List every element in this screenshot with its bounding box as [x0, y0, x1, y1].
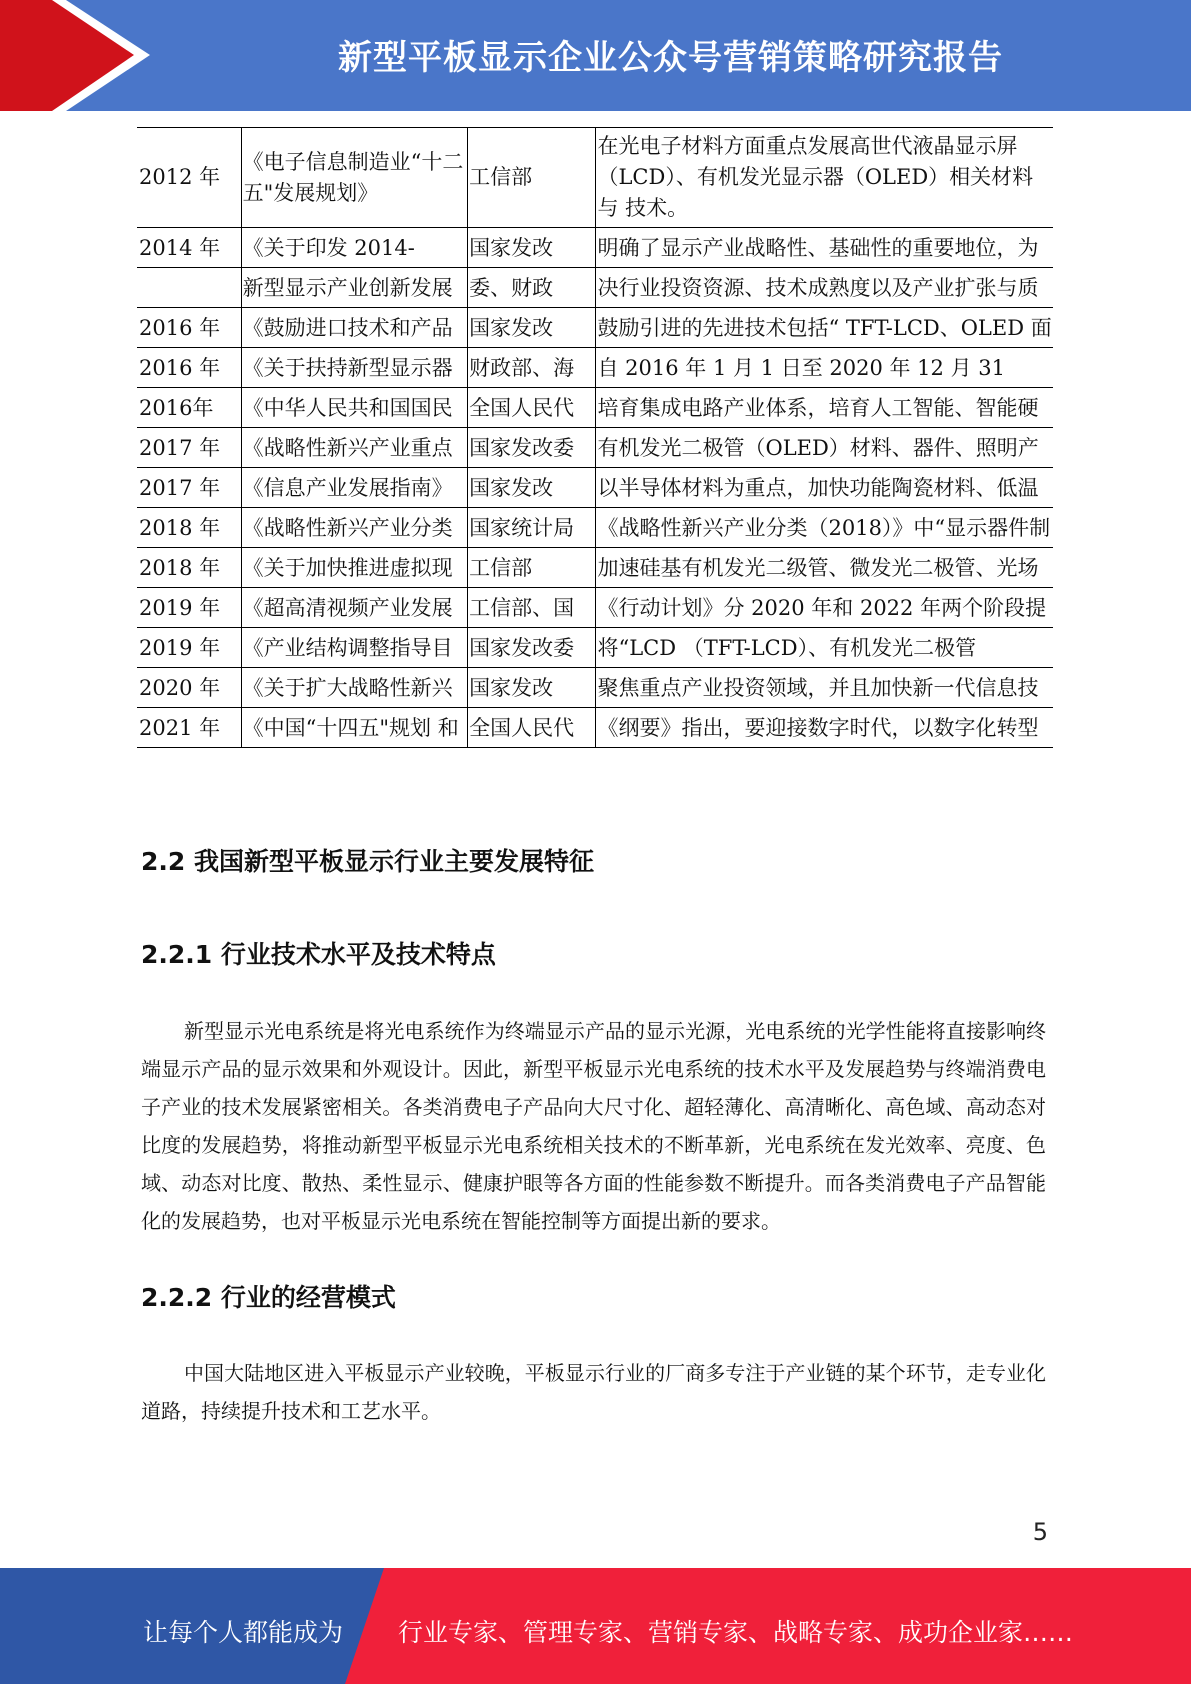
- cell-year: 2016年: [137, 388, 241, 428]
- cell-department: 工信部: [468, 128, 596, 228]
- table-row: [137, 348, 1053, 388]
- cell-description: 加速硅基有机发光二级管、微发光二极管、光场: [596, 548, 1053, 588]
- cell-department: 国家发改委: [468, 628, 596, 668]
- paragraph-business-model: 中国大陆地区进入平板显示产业较晚，平板显示行业的厂商多专注于产业链的某个环节，走专业化道路，持续提升技术和工艺水平。: [141, 1361, 1046, 1423]
- cell-policy-name: 《产业结构调整指导目: [241, 628, 467, 668]
- cell-policy-name: 《电子信息制造业“十二五"发展规划》: [241, 128, 467, 228]
- cell-description: 在光电子材料方面重点发展高世代液晶显示屏（LCD）、有机发光显示器（OLED）相关材料与 技术。: [596, 128, 1053, 228]
- cell-policy-name: 《战略性新兴产业重点: [241, 428, 467, 468]
- cell-policy-name: 《中华人民共和国国民: [241, 388, 467, 428]
- table-row: [137, 548, 1053, 588]
- cell-policy-name: 《战略性新兴产业分类: [241, 508, 467, 548]
- cell-description: 培育集成电路产业体系，培育人工智能、智能硬: [596, 388, 1053, 428]
- cell-policy-name: 《关于印发 2014-: [241, 228, 467, 268]
- section-heading-2-2: 2.2 我国新型平板显示行业主要发展特征: [141, 847, 594, 876]
- cell-description: 聚焦重点产业投资领域，并且加快新一代信息技: [596, 668, 1053, 708]
- table-row: [137, 668, 1053, 708]
- cell-description: 《纲要》指出，要迎接数字时代，以数字化转型: [596, 708, 1053, 748]
- table-row: [137, 308, 1053, 348]
- section-heading-2-2-2: 2.2.2 行业的经营模式: [141, 1283, 396, 1312]
- paragraph-tech-features: 新型显示光电系统是将光电系统作为终端显示产品的显示光源，光电系统的光学性能将直接影响终端显示产品的显示效果和外观设计。因此，新型平板显示光电系统的技术水平及发展趋势与终端消费电子产业的技术发展紧密相关。各类消费电子产品向大尺寸化、超轻薄化、高清晰化、高色域、高动态对比度的发展趋势，将推动新型平板显示光电系统相关技术的不断革新，光电系统在发光效率、亮度、色域、动态对比度、散热、柔性显示、健康护眼等各方面的性能参数不断提升。而各类消费电子产品智能化的发展趋势，也对平板显示光电系统在智能控制等方面提出新的要求。: [141, 1019, 1046, 1233]
- cell-policy-name: 《鼓励进口技术和产品: [241, 308, 467, 348]
- cell-year: 2016 年: [137, 348, 241, 388]
- cell-year: 2012 年: [137, 128, 241, 228]
- cell-policy-name: 《关于加快推进虚拟现: [241, 548, 467, 588]
- cell-year: 2017 年: [137, 468, 241, 508]
- cell-description: 明确了显示产业战略性、基础性的重要地位，为: [596, 228, 1053, 268]
- page-footer: [0, 1568, 1191, 1684]
- table-row: [137, 228, 1053, 268]
- table-row: [137, 128, 1053, 228]
- cell-year: 2014 年: [137, 228, 241, 268]
- cell-department: 工信部、国: [468, 588, 596, 628]
- cell-year: 2021 年: [137, 708, 241, 748]
- cell-department: 国家发改: [468, 308, 596, 348]
- cell-description: 决行业投资资源、技术成熟度以及产业扩张与质: [596, 268, 1053, 308]
- cell-department: 委、财政: [468, 268, 596, 308]
- cell-year: 2019 年: [137, 628, 241, 668]
- policy-table: [137, 127, 1053, 748]
- cell-department: 国家发改: [468, 668, 596, 708]
- cell-department: 工信部: [468, 548, 596, 588]
- cell-department: 国家发改: [468, 468, 596, 508]
- cell-year: 2018 年: [137, 508, 241, 548]
- cell-department: 全国人民代: [468, 388, 596, 428]
- cell-department: 全国人民代: [468, 708, 596, 748]
- table-row: [137, 508, 1053, 548]
- table-row: [137, 628, 1053, 668]
- cell-department: 国家统计局: [468, 508, 596, 548]
- cell-department: 国家发改委: [468, 428, 596, 468]
- table-row: [137, 588, 1053, 628]
- cell-year: [137, 268, 241, 308]
- page-number: 5: [1032, 1518, 1048, 1546]
- cell-policy-name: 《信息产业发展指南》: [241, 468, 467, 508]
- table-row: [137, 428, 1053, 468]
- footer-slogan-right: 行业专家、管理专家、营销专家、战略专家、成功企业家……: [398, 1618, 1074, 1647]
- cell-policy-name: 《中国“十四五"规划 和: [241, 708, 467, 748]
- cell-description: 《战略性新兴产业分类（2018）》中“显示器件制: [596, 508, 1053, 548]
- footer-slogan-left: 让每个人都能成为: [143, 1618, 344, 1647]
- page-header: [0, 0, 1191, 111]
- policy-table-container: [137, 127, 1053, 753]
- cell-year: 2018 年: [137, 548, 241, 588]
- cell-description: 以半导体材料为重点，加快功能陶瓷材料、低温: [596, 468, 1053, 508]
- cell-policy-name: 《超高清视频产业发展: [241, 588, 467, 628]
- cell-department: 财政部、海: [468, 348, 596, 388]
- cell-policy-name: 新型显示产业创新发展: [241, 268, 467, 308]
- table-row: [137, 268, 1053, 308]
- section-heading-2-2-1: 2.2.1 行业技术水平及技术特点: [141, 940, 496, 969]
- table-row: [137, 388, 1053, 428]
- table-row: [137, 468, 1053, 508]
- cell-policy-name: 《关于扶持新型显示器: [241, 348, 467, 388]
- cell-policy-name: 《关于扩大战略性新兴: [241, 668, 467, 708]
- cell-description: 鼓励引进的先进技术包括“ TFT-LCD、OLED 面: [596, 308, 1053, 348]
- cell-year: 2017 年: [137, 428, 241, 468]
- table-row: [137, 708, 1053, 748]
- header-arrow-logo: [0, 0, 160, 111]
- report-title: 新型平板显示企业公众号营销策略研究报告: [338, 38, 1003, 78]
- cell-description: 自 2016 年 1 月 1 日至 2020 年 12 月 31: [596, 348, 1053, 388]
- cell-year: 2016 年: [137, 308, 241, 348]
- cell-department: 国家发改: [468, 228, 596, 268]
- cell-description: 《行动计划》分 2020 年和 2022 年两个阶段提: [596, 588, 1053, 628]
- cell-year: 2020 年: [137, 668, 241, 708]
- cell-year: 2019 年: [137, 588, 241, 628]
- cell-description: 有机发光二极管（OLED）材料、器件、照明产: [596, 428, 1053, 468]
- cell-description: 将“LCD （TFT-LCD）、有机发光二极管: [596, 628, 1053, 668]
